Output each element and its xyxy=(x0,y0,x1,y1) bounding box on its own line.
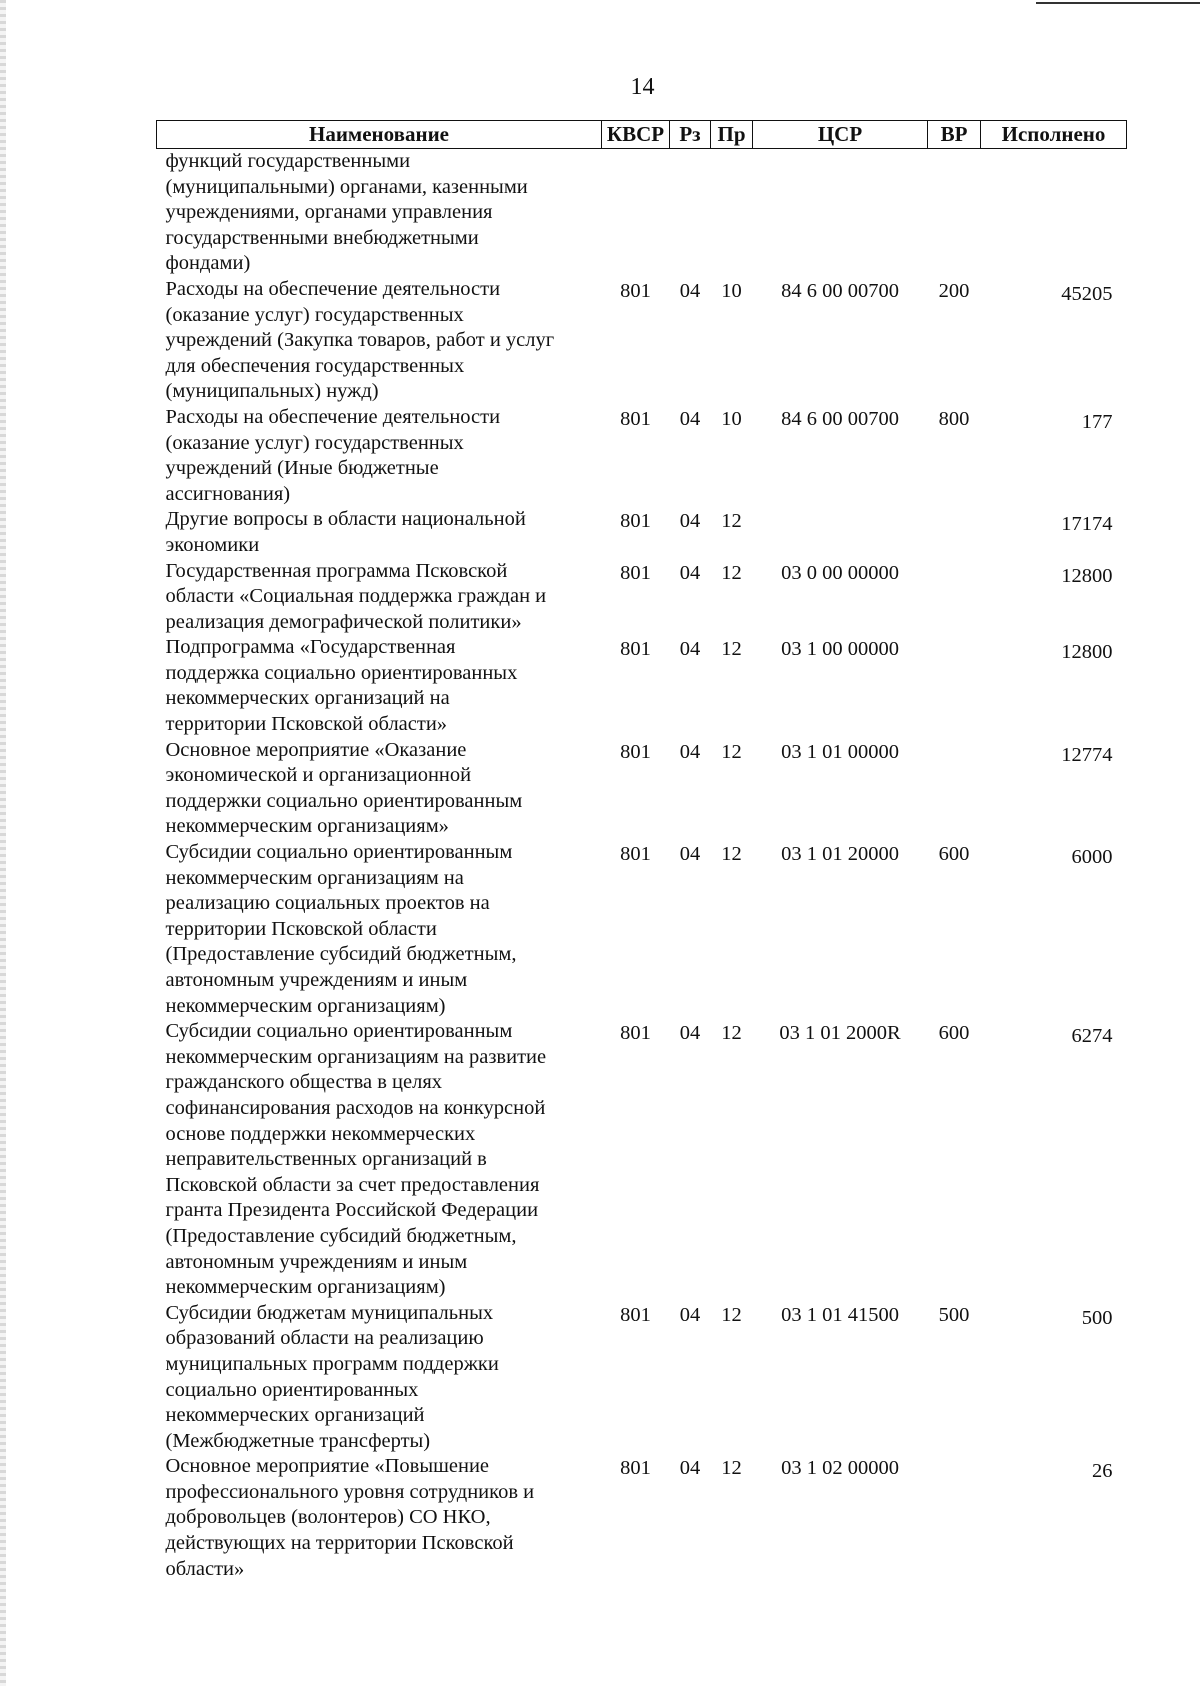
row-name-line: Основное мероприятие «Оказание xyxy=(165,738,467,761)
row-name-line: Государственная программа Псковской xyxy=(165,559,508,582)
row-name-line: (Предоставление субсидий бюджетным, xyxy=(165,943,517,966)
row-kvsr: 801 xyxy=(620,561,651,584)
row-name-line: экономической и организационной xyxy=(165,764,472,787)
row-rz: 04 xyxy=(679,1303,701,1326)
row-name-line: некоммерческим организациям) xyxy=(165,1276,446,1299)
row-name xyxy=(157,149,602,277)
table-row xyxy=(157,507,1127,558)
row-kvsr: 801 xyxy=(620,510,651,533)
row-name-line: Основное мероприятие «Повышение xyxy=(165,1455,490,1478)
row-vr xyxy=(928,1454,981,1582)
row-name-line: Расходы на обеспечение деятельности xyxy=(165,277,501,300)
row-csr: 03 0 00 00000 xyxy=(781,561,899,584)
header-pr: Пр xyxy=(711,121,753,149)
row-pr: 12 xyxy=(721,1457,742,1480)
row-vr xyxy=(928,635,981,737)
row-csr: 03 1 01 41500 xyxy=(781,1303,899,1326)
row-name xyxy=(157,405,602,507)
row-name-line: (муниципальными) органами, казенными xyxy=(165,175,528,198)
row-name-line: Расходы на обеспечение деятельности xyxy=(165,405,501,428)
row-pr: 12 xyxy=(721,638,742,661)
row-kvsr: 801 xyxy=(620,1457,651,1480)
row-name-line: государственными внебюджетными xyxy=(165,226,479,249)
row-rz: 04 xyxy=(679,638,701,661)
row-rz: 04 xyxy=(679,740,701,763)
row-name-line: Подпрограмма «Государственная xyxy=(165,636,456,659)
header-name: Наименование xyxy=(157,121,602,149)
row-name-line: образований области на реализацию xyxy=(165,1327,484,1350)
table-row xyxy=(157,635,1127,737)
header-kvsr: КВСР xyxy=(602,121,670,149)
row-name-line: территории Псковской области» xyxy=(165,713,448,736)
row-name-line: учреждениями, органами управления xyxy=(165,201,493,224)
table-row xyxy=(157,277,1127,405)
row-amount: 12800 xyxy=(1061,641,1113,664)
row-name-line: экономики xyxy=(165,533,260,556)
row-amount: 500 xyxy=(1081,1306,1113,1329)
row-name-line: Другие вопросы в области национальной xyxy=(165,508,526,531)
row-csr xyxy=(753,507,928,558)
row-name-line: Субсидии социально ориентированным xyxy=(165,1020,513,1043)
row-name-line: ассигнования) xyxy=(165,482,291,505)
row-amount: 6274 xyxy=(1071,1025,1113,1048)
row-name-line: (оказание услуг) государственных xyxy=(165,431,464,454)
row-name xyxy=(157,277,602,405)
row-name-line: области «Социальная поддержка граждан и xyxy=(165,585,547,608)
row-name-line: некоммерческим организациям на xyxy=(165,866,464,889)
row-rz: 04 xyxy=(679,407,701,430)
row-name-line: учреждений (Закупка товаров, работ и услуг xyxy=(165,329,555,352)
row-csr: 03 1 01 00000 xyxy=(781,740,899,763)
row-pr: 12 xyxy=(721,561,742,584)
budget-table xyxy=(156,120,1127,1582)
row-rz: 04 xyxy=(679,1457,701,1480)
row-vr: 500 xyxy=(938,1303,970,1326)
row-name xyxy=(157,635,602,737)
table-row xyxy=(157,405,1127,507)
row-kvsr: 801 xyxy=(620,740,651,763)
row-name-line: некоммерческих организаций на xyxy=(165,687,450,710)
row-name xyxy=(157,559,602,636)
row-kvsr: 801 xyxy=(620,638,651,661)
row-name-line: поддержки социально ориентированным xyxy=(165,789,523,812)
row-kvsr xyxy=(602,149,670,277)
row-rz: 04 xyxy=(679,279,701,302)
row-name-line: (Межбюджетные трансферты) xyxy=(165,1429,431,1452)
table-body xyxy=(157,149,1127,1583)
row-name xyxy=(157,1301,602,1455)
row-pr: 12 xyxy=(721,1303,742,1326)
table-row xyxy=(157,1019,1127,1301)
row-pr: 12 xyxy=(721,1022,742,1045)
row-csr: 84 6 00 00700 xyxy=(781,407,899,430)
table-row xyxy=(157,1301,1127,1455)
scan-edge xyxy=(0,0,6,1686)
row-csr: 84 6 00 00700 xyxy=(781,279,899,302)
row-kvsr: 801 xyxy=(620,279,651,302)
row-name xyxy=(157,738,602,840)
row-csr: 03 1 01 2000R xyxy=(779,1022,901,1045)
row-name-line: действующих на территории Псковской xyxy=(165,1532,514,1555)
row-amount: 6000 xyxy=(1071,846,1113,869)
row-name-line: автономным учреждениям и иным xyxy=(165,969,468,991)
row-name-line: (оказание услуг) государственных xyxy=(165,303,464,326)
row-name-line: профессионального уровня сотрудников и xyxy=(165,1480,535,1503)
row-vr xyxy=(928,559,981,636)
row-amount xyxy=(981,149,1127,277)
row-name xyxy=(157,1019,602,1301)
header-executed: Исполнено xyxy=(981,121,1127,149)
row-pr: 10 xyxy=(721,407,742,430)
row-vr xyxy=(928,149,981,277)
row-vr: 600 xyxy=(938,1022,970,1045)
row-rz: 04 xyxy=(679,561,701,584)
row-name-line: Псковской области за счет предоставления xyxy=(165,1173,540,1196)
row-pr: 12 xyxy=(721,740,742,763)
row-name-line: области» xyxy=(165,1557,245,1580)
row-amount: 12800 xyxy=(1061,564,1113,587)
row-name-line: некоммерческим организациям на развитие xyxy=(165,1045,547,1068)
row-vr xyxy=(928,738,981,840)
row-name-line: неправительственных организаций в xyxy=(165,1148,487,1171)
row-pr xyxy=(711,149,753,277)
row-name-line: некоммерческих организаций xyxy=(165,1404,425,1427)
row-pr: 12 xyxy=(721,510,742,533)
row-vr: 200 xyxy=(938,279,970,302)
row-name-line: территории Псковской области xyxy=(165,917,437,940)
row-rz xyxy=(670,149,711,277)
row-name-line: поддержка социально ориентированных xyxy=(165,661,518,684)
row-kvsr: 801 xyxy=(620,1303,651,1326)
row-pr: 10 xyxy=(721,279,742,302)
row-name-line: реализация демографической политики» xyxy=(165,610,522,633)
top-rule xyxy=(1036,2,1200,4)
row-name-line: Субсидии социально ориентированным xyxy=(165,841,513,864)
header-vr: ВР xyxy=(928,121,981,149)
row-name-line: автономным учреждениям и иным xyxy=(165,1250,468,1273)
row-name-line: гражданского общества в целях xyxy=(165,1071,443,1094)
row-kvsr: 801 xyxy=(620,843,651,866)
row-kvsr: 801 xyxy=(620,1022,651,1045)
row-name-line: для обеспечения государственных xyxy=(165,354,465,377)
row-name-line: (муниципальных) нужд) xyxy=(165,380,379,403)
row-csr xyxy=(753,149,928,277)
row-csr: 03 1 00 00000 xyxy=(781,638,899,661)
header-csr: ЦСР xyxy=(753,121,928,149)
row-name xyxy=(157,1454,602,1582)
table-row xyxy=(157,738,1127,840)
row-amount: 26 xyxy=(1092,1460,1113,1483)
budget-table-container xyxy=(156,120,1126,1582)
row-kvsr: 801 xyxy=(620,407,651,430)
row-name-line: добровольцев (волонтеров) СО НКО, xyxy=(165,1506,491,1529)
row-rz: 04 xyxy=(679,843,701,866)
row-name xyxy=(157,507,602,558)
row-name-line: функций государственными xyxy=(165,150,411,172)
row-name-line: социально ориентированных xyxy=(165,1378,419,1401)
row-rz: 04 xyxy=(679,510,701,533)
row-name xyxy=(157,840,602,1019)
row-vr: 600 xyxy=(938,843,970,866)
row-name-line: софинансирования расходов на конкурсной xyxy=(165,1096,546,1119)
row-name-line: реализацию социальных проектов на xyxy=(165,892,490,915)
row-name-line: основе поддержки некоммерческих xyxy=(165,1122,476,1145)
row-pr: 12 xyxy=(721,843,742,866)
row-amount: 177 xyxy=(1081,410,1113,433)
row-vr: 800 xyxy=(938,407,970,430)
row-csr: 03 1 02 00000 xyxy=(781,1457,899,1480)
row-name-line: гранта Президента Российской Федерации xyxy=(165,1199,539,1222)
row-amount: 45205 xyxy=(1061,282,1113,305)
row-name-line: некоммерческим организациям) xyxy=(165,994,446,1017)
row-name-line: Субсидии бюджетам муниципальных xyxy=(165,1301,494,1324)
row-name-line: муниципальных программ поддержки xyxy=(165,1352,499,1375)
table-row xyxy=(157,559,1127,636)
table-row xyxy=(157,1454,1127,1582)
row-vr xyxy=(928,507,981,558)
table-header-row xyxy=(157,121,1127,149)
row-name-line: фондами) xyxy=(165,252,251,275)
row-csr: 03 1 01 20000 xyxy=(781,843,899,866)
table-row xyxy=(157,149,1127,277)
row-rz: 04 xyxy=(679,1022,701,1045)
table-row xyxy=(157,840,1127,1019)
page-number: 14 xyxy=(630,74,655,100)
row-name-line: (Предоставление субсидий бюджетным, xyxy=(165,1224,517,1247)
row-amount: 12774 xyxy=(1061,743,1113,766)
header-rz: Рз xyxy=(670,121,711,149)
row-name-line: учреждений (Иные бюджетные xyxy=(165,457,439,480)
row-amount: 17174 xyxy=(1061,513,1113,536)
row-name-line: некоммерческим организациям» xyxy=(165,815,449,838)
